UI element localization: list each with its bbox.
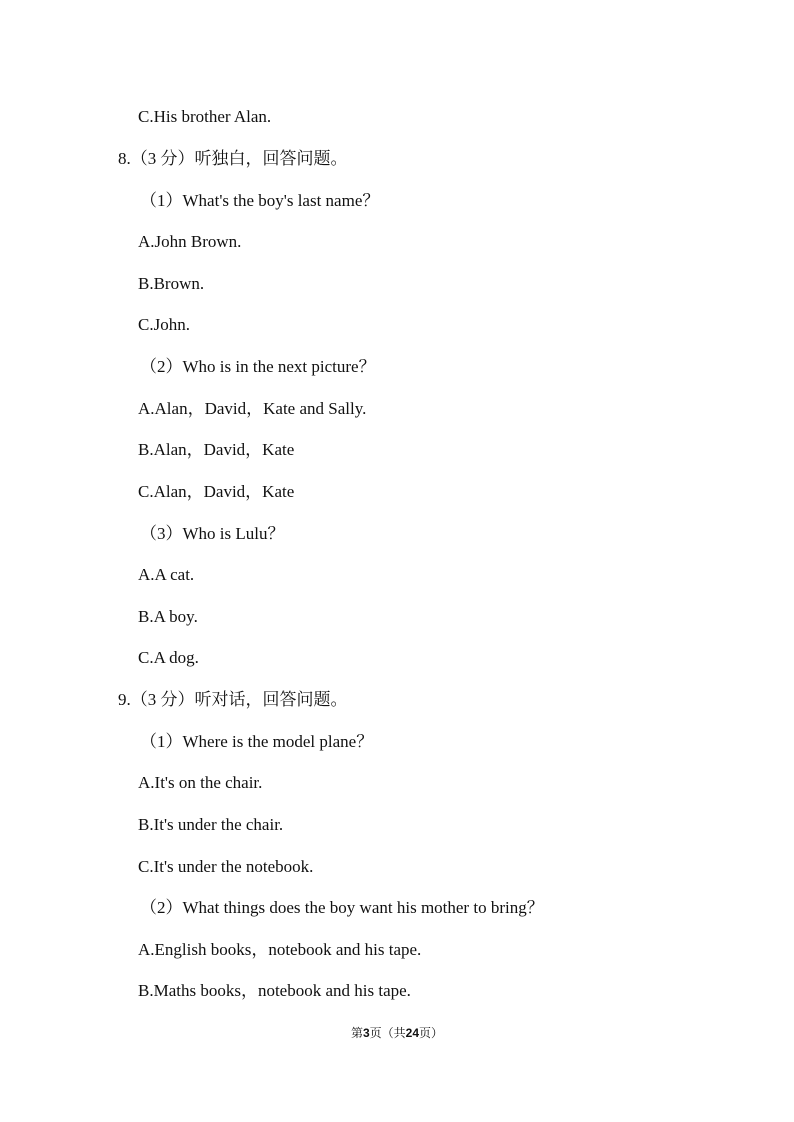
option-line: B.It's under the chair. <box>138 815 284 834</box>
footer-suffix: 页） <box>419 1026 444 1040</box>
footer-page-number: 3 <box>362 1026 370 1040</box>
subquestion-line: （1）What's the boy's last name？ <box>140 191 380 210</box>
footer-prefix: 第 <box>350 1026 363 1040</box>
option-line: A.Alan，David，Kate and Sally. <box>138 399 367 418</box>
option-line: B.A boy. <box>138 607 198 626</box>
question-8-heading: 8.（3 分）听独白，回答问题。 <box>118 149 348 168</box>
option-line: A.English books，notebook and his tape. <box>138 940 422 959</box>
option-line: C.Alan，David，Kate <box>138 482 295 501</box>
option-line: C.His brother Alan. <box>138 107 272 126</box>
option-line: A.John Brown. <box>138 232 242 251</box>
option-line: C.John. <box>138 315 190 334</box>
option-line: C.A dog. <box>138 648 199 667</box>
option-line: B.Alan，David，Kate <box>138 440 295 459</box>
footer-middle: 页（共 <box>369 1026 406 1040</box>
subquestion-line: （3）Who is Lulu？ <box>140 524 285 543</box>
option-line: A.A cat. <box>138 565 195 584</box>
page-footer <box>0 1025 794 1041</box>
option-line: B.Brown. <box>138 274 205 293</box>
footer-total-pages: 24 <box>405 1026 420 1040</box>
subquestion-line: （2）Who is in the next picture？ <box>140 357 376 376</box>
question-9-heading: 9.（3 分）听对话，回答问题。 <box>118 690 348 709</box>
option-line: B.Maths books，notebook and his tape. <box>138 981 411 1000</box>
subquestion-line: （2）What things does the boy want his mother to bring？ <box>140 898 544 917</box>
option-line: C.It's under the notebook. <box>138 857 314 876</box>
subquestion-line: （1）Where is the model plane？ <box>140 732 374 751</box>
option-line: A.It's on the chair. <box>138 773 263 792</box>
